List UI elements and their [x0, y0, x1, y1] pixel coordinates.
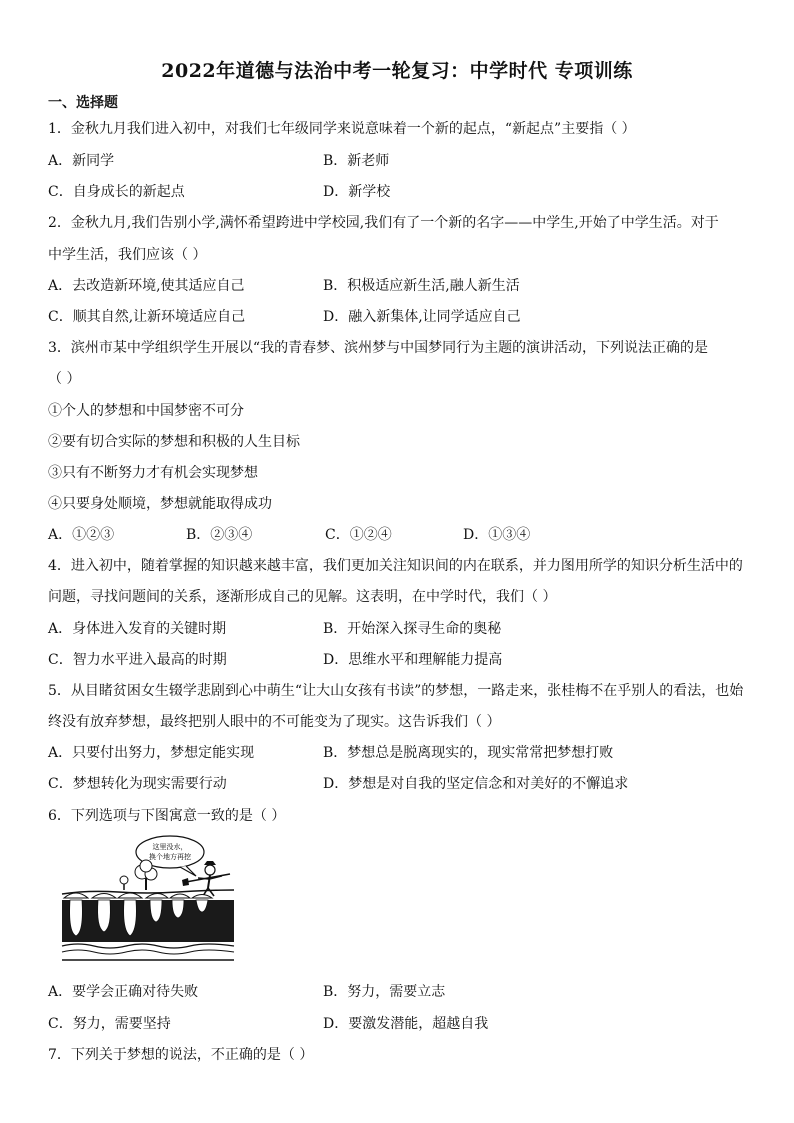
q3-option-d: D．①③④: [463, 527, 531, 543]
q4-option-d: D．思维水平和理解能力提高: [323, 652, 503, 668]
q3-option-c: C．①②④: [325, 527, 392, 543]
q2-option-c: C．顺其自然,让新环境适应自己: [48, 309, 246, 325]
q5-option-c: C．梦想转化为现实需要行动: [48, 776, 227, 792]
ground-line: [62, 890, 234, 894]
q1-option-a: A．新同学: [48, 153, 115, 169]
q2-stem-line1: 2．金秋九月,我们告别小学,满怀希望跨进中学校园,我们有了一个新的名字——中学生,开始了中学生活。对于: [48, 215, 719, 231]
small-tree-icon: [120, 876, 128, 890]
q5-option-b: B．梦想总是脱离现实的，现实常常把梦想打败: [323, 745, 614, 761]
q3-statement-3: ③只有不断努力才有机会实现梦想: [48, 465, 258, 481]
q6-option-d: D．要激发潜能，超越自我: [323, 1016, 489, 1032]
q2-option-d: D．融入新集体,让同学适应自己: [323, 309, 521, 325]
q6-stem: 6．下列选项与下图寓意一致的是（ ）: [48, 808, 286, 824]
q1-option-b: B．新老师: [323, 153, 390, 169]
cartoon-digging-illustration: [58, 832, 238, 964]
q3-stem-line1: 3．滨州市某中学组织学生开展以“我的青春梦、滨州梦与中国梦同行为主题的演讲活动，下列说法正确的是: [48, 340, 709, 356]
q5-option-a: A．只要付出努力，梦想定能实现: [48, 745, 255, 761]
q4-option-c: C．智力水平进入最高的时期: [48, 652, 227, 668]
q4-stem-line1: 4．进入初中，随着掌握的知识越来越丰富，我们更加关注知识间的内在联系，并力图用所学的知识分析生活中的: [48, 558, 743, 574]
q3-option-a: A．①②③: [48, 527, 115, 543]
q1-option-c: C．自身成长的新起点: [48, 184, 185, 200]
dirt-piles: [64, 893, 212, 898]
q1-option-d: D．新学校: [323, 184, 391, 200]
section-heading: 一、选择题: [48, 95, 118, 111]
q4-option-b: B．开始深入探寻生命的奥秘: [323, 621, 502, 637]
q2-option-b: B．积极适应新生活,融人新生活: [323, 278, 520, 294]
q6-option-b: B．努力，需要立志: [323, 984, 446, 1000]
q2-option-a: A．去改造新环境,使其适应自己: [48, 278, 245, 294]
q1-stem: 1．金秋九月我们进入初中，对我们七年级同学来说意味着一个新的起点，“新起点”主要指（ ）: [48, 121, 636, 137]
q2-stem-line2: 中学生活，我们应该（ ）: [48, 247, 207, 263]
q5-stem-line1: 5．从目睹贫困女生辍学悲剧到心中萌生“让大山女孩有书读”的梦想，一路走来，张桂梅不在乎别人的看法，也始: [48, 683, 744, 699]
q7-stem: 7．下列关于梦想的说法，不正确的是（ ）: [48, 1047, 314, 1063]
bubble-text-line1: 这里没水，: [152, 843, 188, 851]
q5-option-d: D．梦想是对自我的坚定信念和对美好的不懈追求: [323, 776, 629, 792]
q6-option-c: C．努力，需要坚持: [48, 1016, 171, 1032]
page-title: 2022年道德与法治中考一轮复习：中学时代 专项训练: [161, 60, 633, 82]
q3-stem-line2: （ ）: [48, 371, 81, 387]
soil-layer: [62, 900, 234, 942]
water-layer: [62, 944, 234, 960]
q5-stem-line2: 终没有放弃梦想，最终把别人眼中的不可能变为了现实。这告诉我们（ ）: [48, 714, 501, 730]
q3-statement-4: ④只要身处顺境，梦想就能取得成功: [48, 496, 272, 512]
q3-statement-2: ②要有切合实际的梦想和积极的人生目标: [48, 434, 300, 450]
q4-option-a: A．身体进入发育的关键时期: [48, 621, 227, 637]
q3-statement-1: ①个人的梦想和中国梦密不可分: [48, 403, 244, 419]
q4-stem-line2: 问题，寻找问题间的关系，逐渐形成自己的见解。这表明，在中学时代，我们（ ）: [48, 589, 557, 605]
q6-option-a: A．要学会正确对待失败: [48, 984, 199, 1000]
q3-option-b: B．②③④: [186, 527, 253, 543]
bubble-text-line2: 换个地方再挖: [149, 853, 191, 861]
